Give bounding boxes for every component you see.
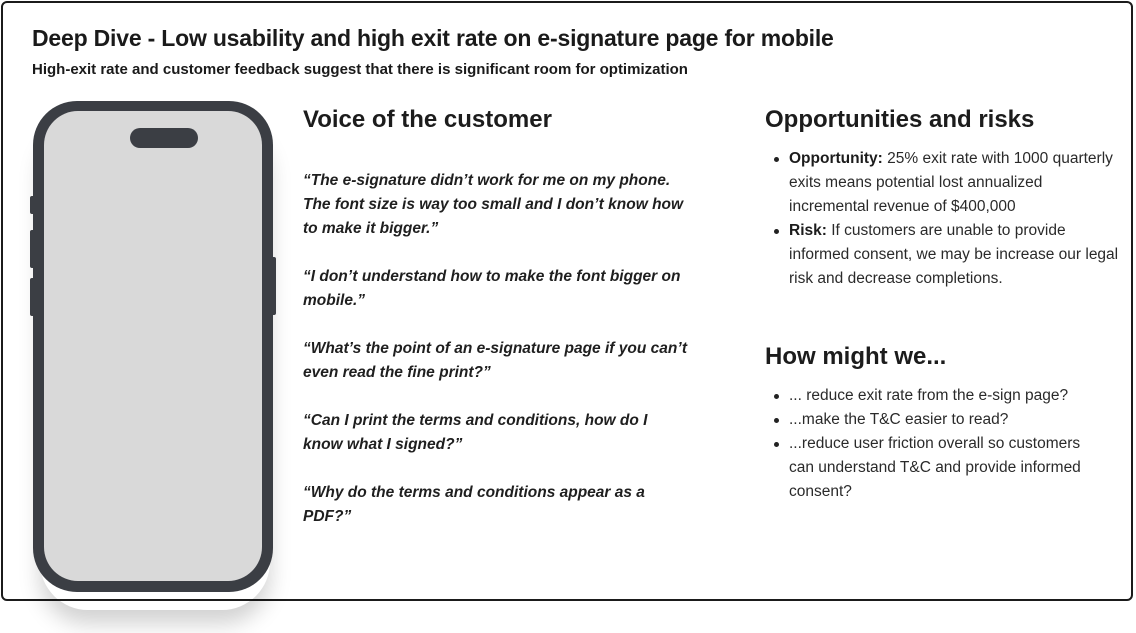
risk-label: Risk: <box>789 222 827 239</box>
phone-screen <box>44 111 262 581</box>
customer-quote: “I don’t understand how to make the font bigger on mobile.” <box>303 268 681 309</box>
phone-mute-switch <box>30 196 35 214</box>
how-might-we-heading: How might we... <box>765 343 947 370</box>
customer-quote: “Why do the terms and conditions appear as a PDF?” <box>303 484 645 525</box>
page-subtitle: High-exit rate and customer feedback suggest that there is significant room for optimization <box>32 61 688 78</box>
opportunities-risks-list <box>765 147 1119 291</box>
phone-volume-up-button <box>30 230 35 268</box>
how-might-we-item: ...make the T&C easier to read? <box>789 408 1089 432</box>
opportunity-text: 25% exit rate with 1000 quarterly exits means potential lost annualized incremental revenue of $400,000 <box>789 150 1113 215</box>
risk-item <box>789 219 1119 291</box>
how-might-we-item: ...reduce user friction overall so customers can understand T&C and provide informed consent? <box>789 432 1089 504</box>
opportunity-item <box>789 147 1119 219</box>
phone-power-button <box>271 257 276 315</box>
voice-of-customer-heading: Voice of the customer <box>303 106 552 133</box>
page-title: Deep Dive - Low usability and high exit rate on e-signature page for mobile <box>32 25 834 51</box>
customer-quote: “The e-signature didn’t work for me on my phone. The font size is way too small and I don’t know how to make it bigger.” <box>303 172 684 237</box>
how-might-we-list <box>765 384 1089 504</box>
phone-dynamic-island <box>130 128 198 148</box>
phone-mockup <box>33 101 273 592</box>
customer-quote: “Can I print the terms and conditions, how do I know what I signed?” <box>303 412 648 453</box>
risk-text: If customers are unable to provide informed consent, we may be increase our legal risk and decrease completions. <box>789 222 1119 287</box>
phone-volume-down-button <box>30 278 35 316</box>
how-might-we-item: ... reduce exit rate from the e-sign page? <box>789 384 1089 408</box>
opportunity-label: Opportunity: <box>789 150 883 167</box>
opportunities-risks-heading: Opportunities and risks <box>765 106 1035 133</box>
customer-quotes <box>303 169 703 553</box>
customer-quote: “What’s the point of an e-signature page if you can’t even read the fine print?” <box>303 340 688 381</box>
